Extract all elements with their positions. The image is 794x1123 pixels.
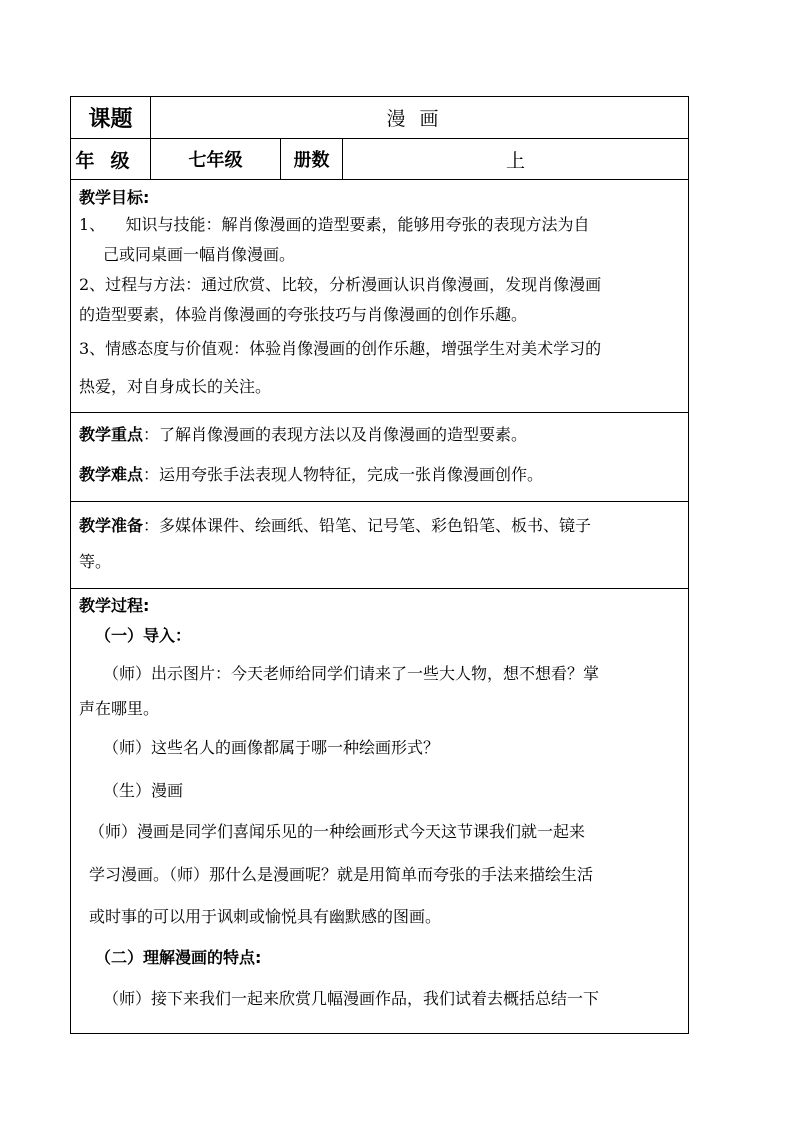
process-line: （生）漫画 [103, 781, 184, 800]
objective-line: 3、情感态度与价值观：体验肖像漫画的创作乐趣，增强学生对美术学习的 [79, 339, 602, 358]
topic-value: 漫画 [151, 97, 689, 139]
topic-row [71, 97, 689, 139]
teaching-focus [79, 415, 680, 455]
objective-line: 己或同桌画一幅肖像漫画。 [103, 245, 296, 264]
preparation-line-2: 等。 [79, 552, 112, 571]
section-title-intro: （一）导入： [95, 626, 192, 645]
objective-line: 热爱，对自身成长的关注。 [79, 377, 272, 396]
process-line: （师）漫画是同学们喜闻乐见的一种绘画形式今天这节课我们就一起来 [89, 822, 586, 841]
objective-line: 1、 知识与技能：解肖像漫画的造型要素，能够用夸张的表现方法为自 [79, 215, 590, 234]
objective-line: 的造型要素，体验肖像漫画的夸张技巧与肖像漫画的创作乐趣。 [79, 305, 528, 324]
objectives-block [71, 180, 688, 412]
preparation-label: 教学准备 [79, 516, 144, 535]
process-row [71, 589, 689, 1034]
section-title-features: （二）理解漫画的特点: [95, 948, 262, 967]
objectives-heading: 教学目标: [79, 188, 150, 207]
grade-value: 七年级 [151, 139, 281, 180]
key-points-row [71, 413, 689, 502]
preparation-block [71, 502, 688, 586]
volume-value: 上 [343, 139, 689, 180]
process-heading: 教学过程: [79, 596, 150, 615]
process-line: （师）出示图片：今天老师给同学们请来了一些大人物，想不想看？掌 [103, 664, 600, 683]
grade-label: 年级 [71, 139, 151, 180]
process-block [71, 589, 688, 1025]
lesson-plan-table [70, 96, 689, 1034]
teaching-difficulty [79, 455, 680, 495]
preparation-line [79, 508, 680, 544]
volume-label: 册数 [281, 139, 343, 180]
difficulty-label: 教学难点 [79, 465, 144, 484]
preparation-text: ：多媒体课件、绘画纸、铅笔、记号笔、彩色铅笔、板书、镜子 [143, 516, 592, 535]
key-points-block [71, 413, 688, 501]
objectives-row [71, 180, 689, 413]
process-line: （师）接下来我们一起来欣赏几幅漫画作品，我们试着去概括总结一下 [103, 989, 600, 1008]
focus-text: ：了解肖像漫画的表现方法以及肖像漫画的造型要素。 [143, 425, 528, 444]
process-line: 声在哪里。 [79, 699, 160, 718]
difficulty-text: ：运用夸张手法表现人物特征，完成一张肖像漫画创作。 [143, 465, 544, 484]
preparation-row [71, 502, 689, 589]
topic-label: 课题 [71, 97, 151, 139]
focus-label: 教学重点 [79, 425, 144, 444]
process-line: 学习漫画。（师）那什么是漫画呢？就是用简单而夸张的手法来描绘生活 [89, 865, 594, 884]
objective-line: 2、过程与方法：通过欣赏、比较，分析漫画认识肖像漫画，发现肖像漫画 [79, 275, 602, 294]
grade-row [71, 139, 689, 180]
lesson-plan-sheet [70, 96, 688, 1034]
process-line: （师）这些名人的画像都属于哪一种绘画形式？ [103, 738, 440, 757]
process-line: 或时事的可以用于讽刺或愉悦具有幽默感的图画。 [89, 907, 442, 926]
